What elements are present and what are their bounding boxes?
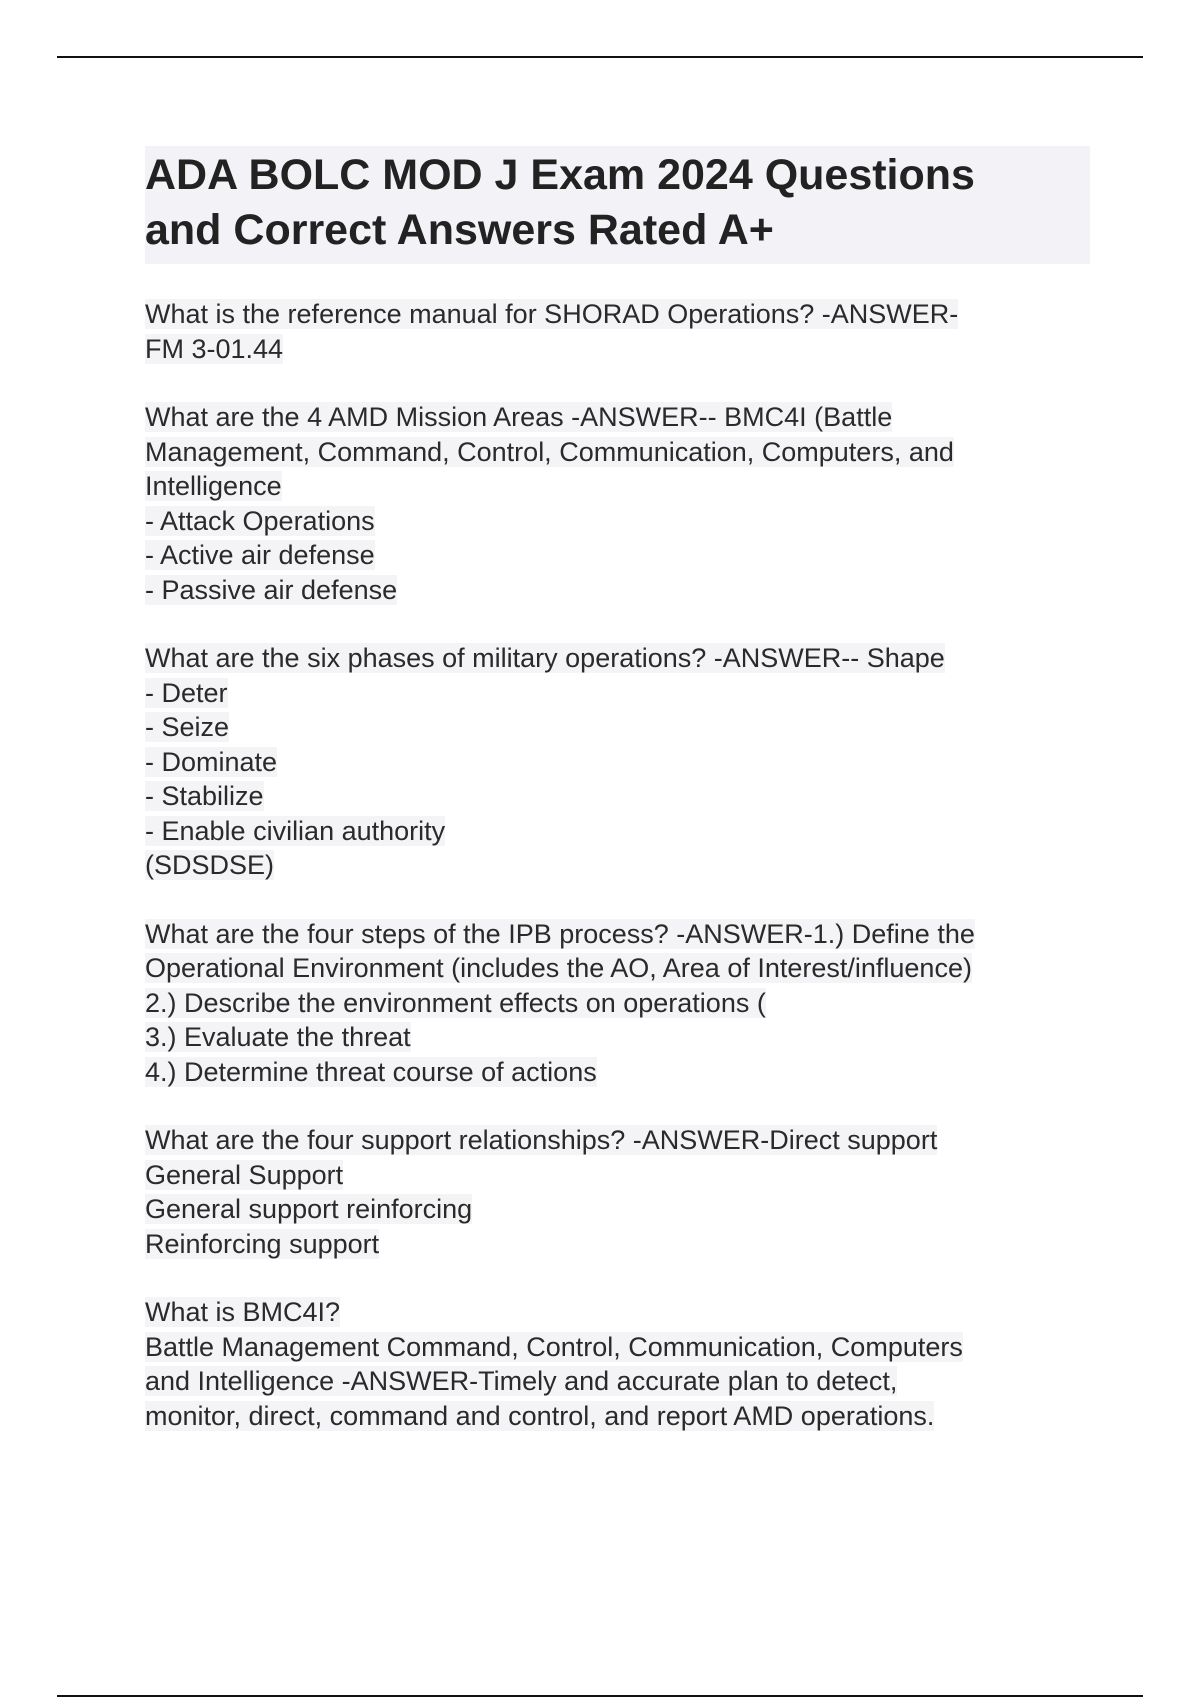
qa-line: General Support bbox=[145, 1159, 344, 1190]
qa-line: and Intelligence -ANSWER-Timely and accurate plan to detect, bbox=[145, 1366, 898, 1396]
document-title bbox=[145, 146, 1090, 264]
bottom-rule bbox=[57, 1695, 1143, 1697]
qa-line: What are the four support relationships? -ANSWER-Direct support bbox=[145, 1125, 938, 1155]
title-line: ADA BOLC MOD J Exam 2024 Questions bbox=[145, 151, 975, 199]
qa-line: What are the six phases of military operations? -ANSWER-- Shape bbox=[145, 643, 945, 673]
qa-item bbox=[145, 641, 1095, 883]
top-rule bbox=[57, 56, 1143, 58]
qa-line: - Enable civilian authority bbox=[145, 815, 446, 846]
qa-line: 3.) Evaluate the threat bbox=[145, 1022, 411, 1052]
qa-line: Management, Command, Control, Communication, Computers, and bbox=[145, 436, 954, 467]
title-line: and Correct Answers Rated A+ bbox=[145, 206, 774, 254]
qa-line: monitor, direct, command and control, and report AMD operations. bbox=[145, 1400, 935, 1431]
qa-line: - Stabilize bbox=[145, 781, 264, 811]
qa-item bbox=[145, 917, 1095, 1090]
qa-line: General support reinforcing bbox=[145, 1194, 473, 1224]
qa-line: What is BMC4I? bbox=[145, 1297, 341, 1327]
qa-item bbox=[145, 1295, 1095, 1433]
qa-line: What is the reference manual for SHORAD Operations? -ANSWER- bbox=[145, 299, 959, 329]
qa-line: - Seize bbox=[145, 712, 230, 742]
qa-list bbox=[145, 297, 1095, 1433]
qa-line: Battle Management Command, Control, Communication, Computers bbox=[145, 1331, 963, 1362]
qa-line: (SDSDSE) bbox=[145, 850, 275, 880]
qa-line: What are the four steps of the IPB process? -ANSWER-1.) Define the bbox=[145, 918, 975, 949]
qa-line: Reinforcing support bbox=[145, 1228, 380, 1259]
qa-line: - Attack Operations bbox=[145, 505, 375, 536]
qa-item bbox=[145, 1123, 1095, 1261]
qa-line: - Passive air defense bbox=[145, 574, 398, 605]
qa-item bbox=[145, 400, 1095, 607]
qa-line: FM 3-01.44 bbox=[145, 333, 284, 364]
qa-line: 4.) Determine threat course of actions bbox=[145, 1056, 597, 1087]
document-body bbox=[145, 146, 1095, 1467]
qa-line: - Deter bbox=[145, 677, 228, 708]
qa-line: What are the 4 AMD Mission Areas -ANSWER-- BMC4I (Battle bbox=[145, 402, 893, 432]
qa-line: Operational Environment (includes the AO, Area of Interest/influence) bbox=[145, 953, 972, 983]
qa-line: - Dominate bbox=[145, 746, 278, 777]
qa-line: 2.) Describe the environment effects on operations ( bbox=[145, 987, 766, 1018]
qa-item bbox=[145, 297, 1095, 366]
qa-line: Intelligence bbox=[145, 471, 282, 501]
qa-line: - Active air defense bbox=[145, 540, 375, 570]
